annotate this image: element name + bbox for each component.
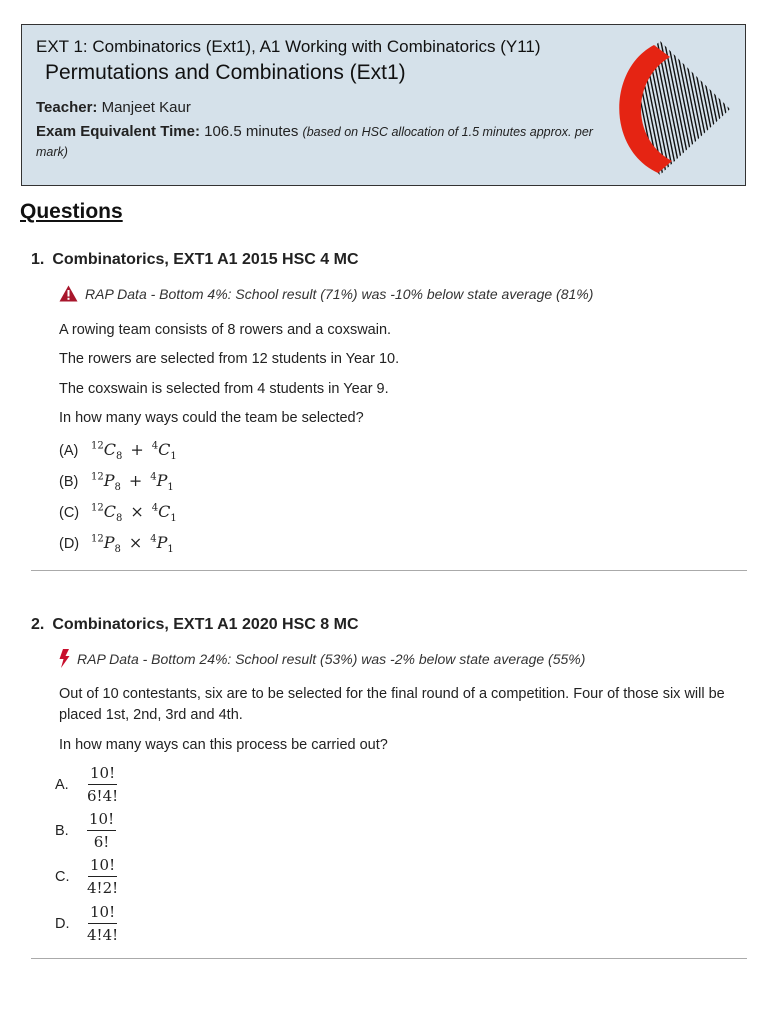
course-title: EXT 1: Combinatorics (Ext1), A1 Working with Combinatorics (Y11) — [36, 37, 541, 56]
rap-text: RAP Data - Bottom 4%: School result (71%) was -10% below state average (81%) — [85, 285, 594, 302]
question-2-paragraph: Out of 10 contestants, six are to be selected for the final round of a competition. Four of those six will be placed 1st, 2nd, 3rd and 4th. — [59, 686, 725, 723]
answer-option-a[interactable] — [59, 440, 177, 462]
option-label: (D) — [59, 536, 80, 553]
exam-time-line — [36, 122, 596, 162]
answer-option-b[interactable] — [59, 471, 174, 493]
option-label: A. — [55, 776, 69, 793]
question-number: 2. — [31, 616, 45, 633]
option-expression: $^{12}C_8 + ^4C_1$ — [91, 440, 177, 463]
option-fraction: $\frac{10!}{4!2!}$ — [87, 856, 119, 897]
answer-option-c[interactable] — [59, 502, 177, 524]
option-label: (B) — [59, 474, 79, 491]
question-1-title — [31, 251, 359, 269]
answer-option-d[interactable] — [55, 903, 118, 944]
option-expression: $^{12}P_8 \times ^4P_1$ — [91, 533, 174, 556]
question-2-rap-data — [59, 649, 585, 668]
teacher-line — [36, 99, 191, 116]
answer-option-a[interactable] — [55, 764, 118, 805]
option-label: C. — [55, 868, 70, 885]
teacher-label: Teacher: — [36, 99, 98, 116]
question-divider — [31, 958, 747, 959]
warning-icon — [59, 285, 78, 302]
option-fraction: $\frac{10!}{6!}$ — [89, 810, 115, 851]
question-number: 1. — [31, 251, 45, 268]
option-label: D. — [55, 915, 70, 932]
questions-heading: Questions — [20, 200, 123, 223]
option-label: (A) — [59, 443, 79, 460]
question-heading: Combinatorics, EXT1 A1 2020 HSC 8 MC — [52, 616, 359, 633]
question-2-paragraph: In how many ways can this process be carried out? — [59, 737, 388, 753]
question-1-paragraph: In how many ways could the team be selected? — [59, 410, 364, 426]
question-1-paragraph: The rowers are selected from 12 students in Year 10. — [59, 351, 400, 367]
exam-time-label: Exam Equivalent Time: — [36, 123, 200, 140]
question-1-paragraph: The coxswain is selected from 4 students in Year 9. — [59, 381, 389, 397]
option-label: B. — [55, 822, 69, 839]
question-divider — [31, 570, 747, 571]
question-2-title — [31, 616, 359, 634]
option-label: (C) — [59, 505, 80, 522]
answer-option-c[interactable] — [55, 856, 118, 897]
question-1-rap-data — [59, 285, 593, 302]
rap-text: RAP Data - Bottom 24%: School result (53%) was -2% below state average (55%) — [77, 650, 586, 667]
exam-time-value: 106.5 minutes — [204, 123, 299, 140]
question-1-paragraph: A rowing team consists of 8 rowers and a coxswain. — [59, 322, 392, 338]
answer-option-b[interactable] — [55, 810, 116, 851]
option-fraction: $\frac{10!}{4!4!}$ — [87, 903, 119, 944]
teacher-name: Manjeet Kaur — [101, 99, 191, 116]
option-expression: $^{12}P_8 + ^4P_1$ — [91, 471, 174, 494]
question-heading: Combinatorics, EXT1 A1 2015 HSC 4 MC — [52, 251, 359, 268]
worksheet-header — [21, 24, 746, 186]
school-logo-icon — [588, 39, 732, 177]
option-fraction: $\frac{10!}{6!4!}$ — [87, 764, 119, 805]
answer-option-d[interactable] — [59, 533, 174, 555]
worksheet-title: Permutations and Combinations (Ext1) — [45, 61, 406, 84]
option-expression: $^{12}C_8 \times ^4C_1$ — [91, 502, 177, 525]
lightning-icon — [59, 649, 70, 668]
exam-time-note: (based on HSC allocation of 1.5 minutes approx. per mark) — [36, 125, 593, 159]
